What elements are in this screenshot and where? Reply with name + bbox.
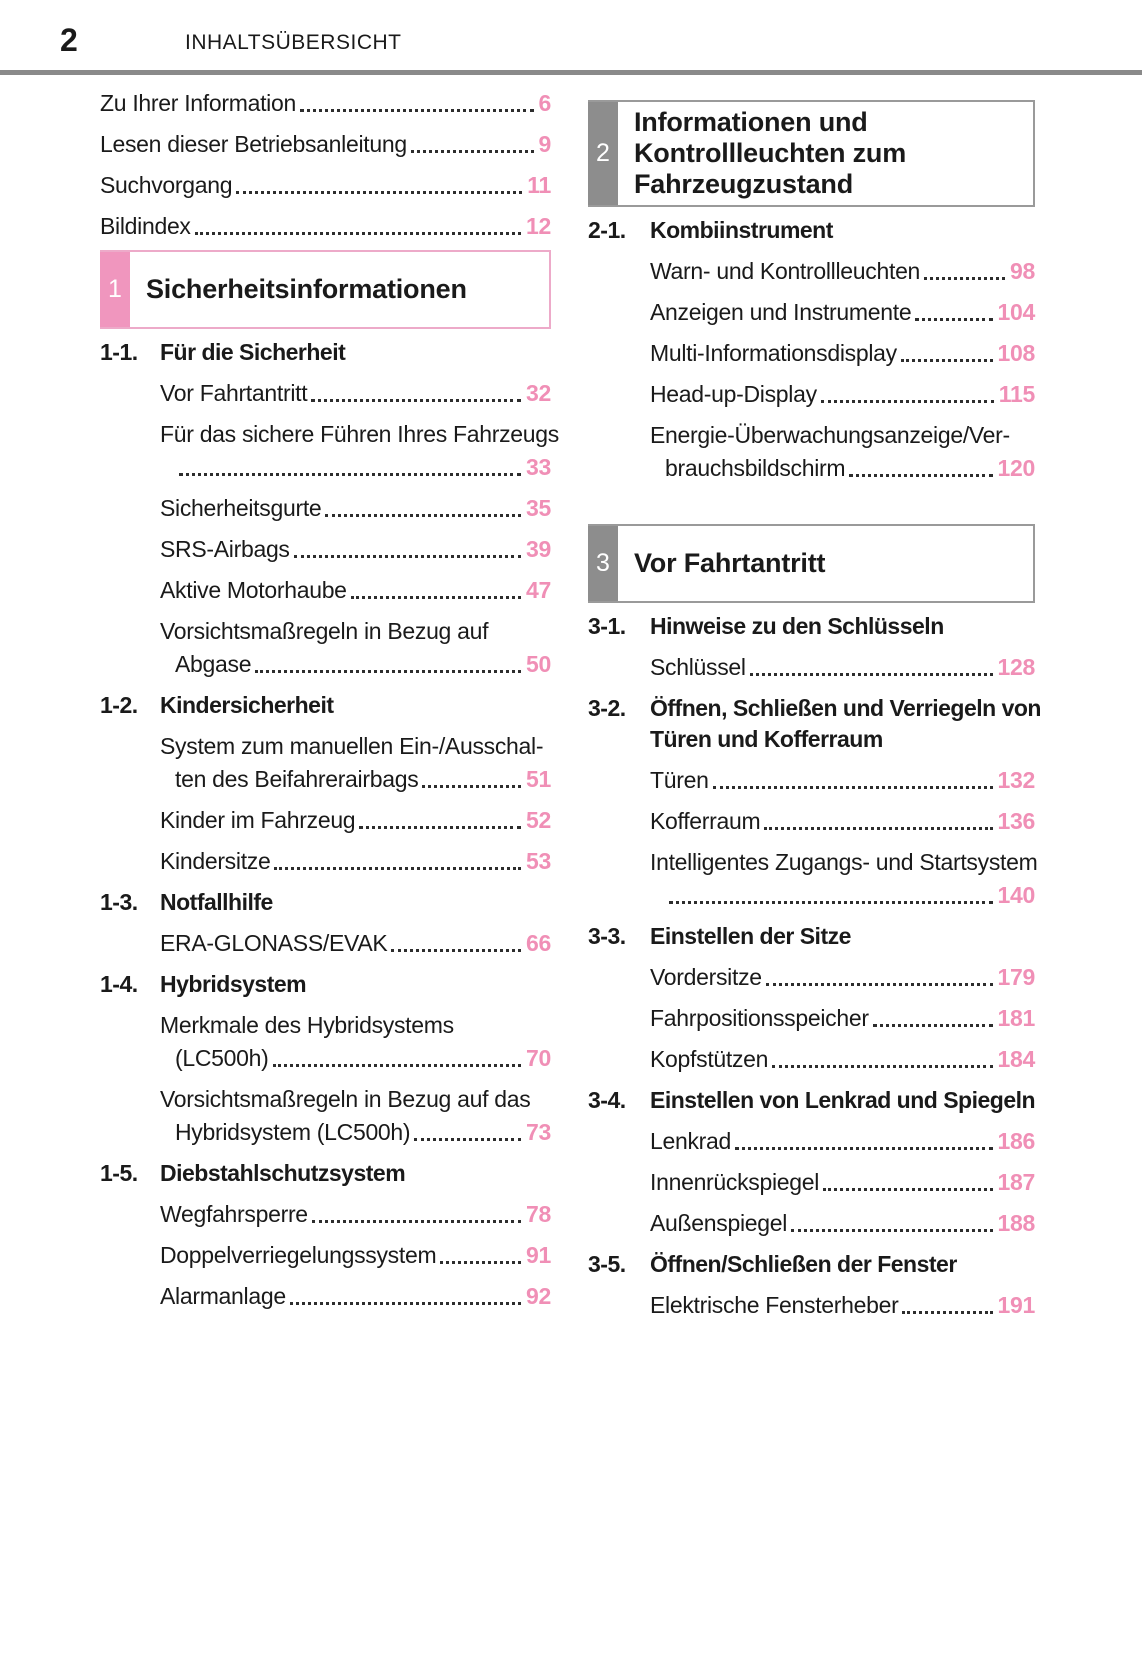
toc-page-number: 98 (1010, 258, 1035, 284)
dot-leader (236, 191, 522, 194)
section-title (650, 921, 851, 952)
toc-entry-text: Intelligentes Zugangs- und Startsystem (650, 849, 1038, 875)
toc-section-3-2 (588, 693, 1041, 755)
toc-page-number: 12 (526, 213, 551, 239)
toc-entry (650, 1167, 1035, 1198)
toc-section-1-2 (100, 690, 551, 721)
toc-entry-label: Schlüssel (650, 654, 746, 680)
section-title (650, 1085, 1035, 1116)
chapter-1-tab: 1 (100, 252, 130, 327)
dot-leader (849, 474, 992, 477)
toc-entry-group (588, 1126, 1035, 1239)
toc-page-number: 35 (526, 495, 551, 521)
section-number: 2-1. (588, 217, 626, 243)
toc-entry-label: Abgase (175, 651, 252, 677)
toc-page-number: 50 (526, 651, 551, 677)
dot-leader (411, 150, 534, 153)
toc-entry-label: ten des Beifahrerairbags (175, 766, 419, 792)
toc-page-number: 108 (997, 340, 1035, 366)
toc-entry-label: Kindersitze (160, 848, 271, 874)
dot-leader (669, 901, 993, 904)
toc-page-number: 184 (997, 1046, 1035, 1072)
section-title-line: Einstellen von Lenkrad und Spiegeln (650, 1087, 1036, 1113)
toc-entry-label: Hybridsystem (LC500h) (175, 1119, 411, 1145)
dot-leader (422, 785, 521, 788)
toc-page-number: 179 (997, 964, 1035, 990)
toc-entry (650, 256, 1035, 287)
toc-entry (160, 846, 551, 877)
toc-entry (650, 297, 1035, 328)
toc-entry (160, 575, 551, 606)
section-title-line: Diebstahlschutzsystem (160, 1160, 406, 1186)
toc-entry-label: Kopfstützen (650, 1046, 769, 1072)
toc-entry-label: Vor Fahrtantritt (160, 380, 308, 406)
toc-entry-group (588, 256, 1035, 484)
toc-entry (175, 764, 551, 795)
toc-entry-group (100, 88, 551, 242)
dot-leader (312, 1220, 521, 1223)
dot-leader (901, 359, 993, 362)
toc-entry-group (588, 962, 1035, 1075)
chapter-2-tab: 2 (588, 102, 618, 205)
toc-section-1-5 (100, 1158, 551, 1189)
toc-entry-label: SRS-Airbags (160, 536, 290, 562)
dot-leader (179, 473, 521, 476)
dot-leader (735, 1147, 992, 1150)
toc-page-number: 33 (526, 454, 551, 480)
toc-entry-label: Lesen dieser Betriebsanleitung (100, 131, 407, 157)
toc-entry-text: System zum manuellen Ein-/Ausschal- (160, 733, 544, 759)
toc-entry-label: brauchsbildschirm (665, 455, 846, 481)
toc-entry-label: Alarmanlage (160, 1283, 286, 1309)
toc-page-number: 128 (997, 654, 1035, 680)
toc-column-right (588, 88, 1041, 1331)
toc-entry (650, 652, 1035, 683)
toc-entry-text: Für das sichere Führen Ihres Fahrzeugs (160, 421, 559, 447)
toc-entry-group (100, 928, 551, 959)
toc-entry (175, 1117, 551, 1148)
chapter-1-box (100, 250, 551, 329)
toc-entry-label: Sicherheitsgurte (160, 495, 322, 521)
section-title-line: Türen und Kofferraum (650, 726, 883, 752)
toc-entry (160, 1281, 551, 1312)
toc-entry (160, 1199, 551, 1230)
toc-page-number: 39 (526, 536, 551, 562)
toc-entry (100, 88, 551, 119)
section-title-line: Notfallhilfe (160, 889, 273, 915)
dot-leader (391, 949, 521, 952)
toc-page-number: 132 (997, 767, 1035, 793)
toc-entry (665, 453, 1035, 484)
section-title (160, 690, 334, 721)
toc-page-number: 186 (997, 1128, 1035, 1154)
section-number: 1-2. (100, 692, 138, 718)
dot-leader (274, 867, 521, 870)
section-number: 3-1. (588, 613, 626, 639)
toc-entry-group (100, 731, 551, 877)
toc-entry-text: Merkmale des Hybridsystems (160, 1012, 454, 1038)
toc-page-number: 120 (997, 455, 1035, 481)
dot-leader (351, 596, 521, 599)
toc-page-number: 136 (997, 808, 1035, 834)
section-title (160, 887, 273, 918)
toc-page-number: 32 (526, 380, 551, 406)
toc-entry (160, 534, 551, 565)
chapter-title (618, 102, 914, 205)
chapter-title-line: Informationen und (634, 107, 868, 137)
dot-leader (924, 277, 1005, 280)
toc-entry (175, 649, 551, 680)
toc-entry-label: Elektrische Fensterheber (650, 1292, 899, 1318)
dot-leader (764, 827, 992, 830)
chapter-title-line: Sicherheitsinformationen (146, 274, 467, 304)
toc-page-number: 78 (526, 1201, 551, 1227)
toc-entry-label: Zu Ihrer Information (100, 90, 296, 116)
toc-entry (650, 1208, 1035, 1239)
chapter-title (130, 252, 475, 327)
dot-leader (273, 1064, 522, 1067)
toc-entry (160, 928, 551, 959)
dot-leader (195, 232, 521, 235)
section-title-line: Hinweise zu den Schlüsseln (650, 613, 944, 639)
toc-page-number: 9 (538, 131, 551, 157)
toc-entry-label: Außenspiegel (650, 1210, 788, 1236)
dot-leader (359, 826, 521, 829)
chapter-3-tab: 3 (588, 526, 618, 601)
section-number: 3-4. (588, 1087, 626, 1113)
dot-leader (294, 555, 521, 558)
toc-page-number: 6 (538, 90, 551, 116)
section-title-line: Einstellen der Sitze (650, 923, 851, 949)
section-title (650, 1249, 957, 1280)
toc-page-number: 92 (526, 1283, 551, 1309)
toc-page-number: 181 (997, 1005, 1035, 1031)
section-title-line: Kindersicherheit (160, 692, 334, 718)
toc-page-number: 188 (997, 1210, 1035, 1236)
toc-entry (650, 765, 1035, 796)
toc-entry-label: (LC500h) (175, 1045, 269, 1071)
toc-entry (160, 493, 551, 524)
toc-page-number: 53 (526, 848, 551, 874)
toc-section-1-1 (100, 337, 551, 368)
toc-section-1-4 (100, 969, 551, 1000)
toc-page-number: 11 (527, 172, 551, 198)
toc-entry-label: Türen (650, 767, 709, 793)
toc-entry-label: Innenrückspiegel (650, 1169, 820, 1195)
toc-page-number: 73 (526, 1119, 551, 1145)
toc-page-number: 91 (526, 1242, 551, 1268)
section-title (650, 611, 944, 642)
toc-entry-group (100, 1199, 551, 1312)
section-title-line: Für die Sicherheit (160, 339, 346, 365)
toc-page-number: 47 (526, 577, 551, 603)
toc-entry (650, 806, 1035, 837)
dot-leader (440, 1261, 521, 1264)
toc-page-number: 52 (526, 807, 551, 833)
toc-entry-label: Suchvorgang (100, 172, 233, 198)
chapter-title-line: Fahrzeugzustand (634, 169, 854, 199)
toc-entry (650, 962, 1035, 993)
dot-leader (290, 1302, 521, 1305)
section-title (160, 1158, 405, 1189)
toc-page-number: 104 (997, 299, 1035, 325)
toc-page-number: 51 (526, 766, 551, 792)
toc-entry (100, 170, 551, 201)
dot-leader (713, 786, 993, 789)
chapter-title-line: Kontrollleuchten zum (634, 138, 906, 168)
toc-section-3-5 (588, 1249, 1035, 1280)
toc-column-left (100, 88, 559, 1322)
toc-section-3-1 (588, 611, 1035, 642)
dot-leader (915, 318, 992, 321)
toc-entry-group (588, 1290, 1035, 1321)
section-number: 3-3. (588, 923, 626, 949)
page-number: 2 (60, 22, 78, 58)
dot-leader (300, 109, 534, 112)
toc-entry-label: ERA-GLONASS/EVAK (160, 930, 388, 956)
dot-leader (873, 1024, 993, 1027)
toc-page-number: 70 (526, 1045, 551, 1071)
toc-entry-group (588, 765, 1038, 911)
toc-entry-label: Vordersitze (650, 964, 762, 990)
toc-entry-text: Energie-Überwachungsanzeige/Ver- (650, 422, 1010, 448)
dot-leader (255, 670, 521, 673)
toc-section-2-1 (588, 215, 1035, 246)
toc-entry-group (588, 652, 1035, 683)
toc-entry (160, 805, 551, 836)
toc-entry-label: Warn- und Kontrollleuchten (650, 258, 921, 284)
dot-leader (902, 1311, 992, 1314)
toc-page-number: 66 (526, 930, 551, 956)
toc-entry (160, 378, 551, 409)
chapter-title (618, 526, 833, 601)
toc-entry (650, 1126, 1035, 1157)
section-title-line: Öffnen, Schließen und Verriegeln von (650, 695, 1041, 721)
toc-entry-label: Head-up-Display (650, 381, 817, 407)
toc-entry-label: Aktive Motorhaube (160, 577, 347, 603)
toc-page-number: 115 (998, 381, 1035, 407)
section-title (160, 337, 345, 368)
dot-leader (750, 673, 993, 676)
section-title (650, 693, 1041, 755)
toc-entry-label: Lenkrad (650, 1128, 732, 1154)
section-title-line: Kombiinstrument (650, 217, 833, 243)
toc-entry-label: Multi-Informationsdisplay (650, 340, 897, 366)
toc-entry (175, 1043, 551, 1074)
section-title-line: Öffnen/Schließen der Fenster (650, 1251, 957, 1277)
toc-page-number: 187 (997, 1169, 1035, 1195)
section-title-line: Hybridsystem (160, 971, 307, 997)
toc-section-3-3 (588, 921, 1035, 952)
toc-entry (160, 1240, 551, 1271)
toc-entry-text: Vorsichtsmaßregeln in Bezug auf (160, 618, 489, 644)
toc-entry-label: Kinder im Fahrzeug (160, 807, 356, 833)
toc-entry (665, 880, 1035, 911)
toc-page-number: 191 (997, 1292, 1035, 1318)
toc-entry-label: Anzeigen und Instrumente (650, 299, 912, 325)
toc-entry (100, 211, 551, 242)
dot-leader (325, 514, 521, 517)
section-number: 1-3. (100, 889, 138, 915)
toc-entry (100, 129, 551, 160)
toc-entry-label: Bildindex (100, 213, 191, 239)
toc-entry (650, 379, 1035, 410)
page-title: INHALTSÜBERSICHT (185, 31, 402, 54)
toc-entry (650, 1044, 1035, 1075)
toc-entry (650, 338, 1035, 369)
toc-section-3-4 (588, 1085, 1035, 1116)
section-title (650, 215, 833, 246)
dot-leader (791, 1229, 992, 1232)
section-number: 1-4. (100, 971, 138, 997)
dot-leader (772, 1065, 992, 1068)
toc-entry (650, 1290, 1035, 1321)
toc-entry-label: Doppelverriegelungssystem (160, 1242, 437, 1268)
header-divider (0, 70, 1142, 75)
dot-leader (823, 1188, 992, 1191)
toc-page-number: 140 (997, 882, 1035, 908)
chapter-title-line: Vor Fahrtantritt (634, 548, 826, 578)
chapter-3-box (588, 524, 1035, 603)
dot-leader (821, 400, 994, 403)
toc-entry-label: Kofferraum (650, 808, 761, 834)
chapter-2-box (588, 100, 1035, 207)
toc-section-1-3 (100, 887, 551, 918)
toc-entry-group (100, 378, 559, 680)
dot-leader (311, 399, 521, 402)
toc-entry-label: Wegfahrsperre (160, 1201, 308, 1227)
dot-leader (414, 1138, 521, 1141)
toc-entry-text: Vorsichtsmaßregeln in Bezug auf das (160, 1086, 531, 1112)
toc-entry-group (100, 1010, 551, 1148)
section-title (160, 969, 306, 1000)
section-number: 3-5. (588, 1251, 626, 1277)
toc-entry (175, 452, 551, 483)
section-number: 1-5. (100, 1160, 138, 1186)
section-number: 3-2. (588, 695, 626, 721)
toc-entry-label: Fahrpositionsspeicher (650, 1005, 869, 1031)
section-number: 1-1. (100, 339, 138, 365)
toc-entry (650, 1003, 1035, 1034)
dot-leader (766, 983, 993, 986)
